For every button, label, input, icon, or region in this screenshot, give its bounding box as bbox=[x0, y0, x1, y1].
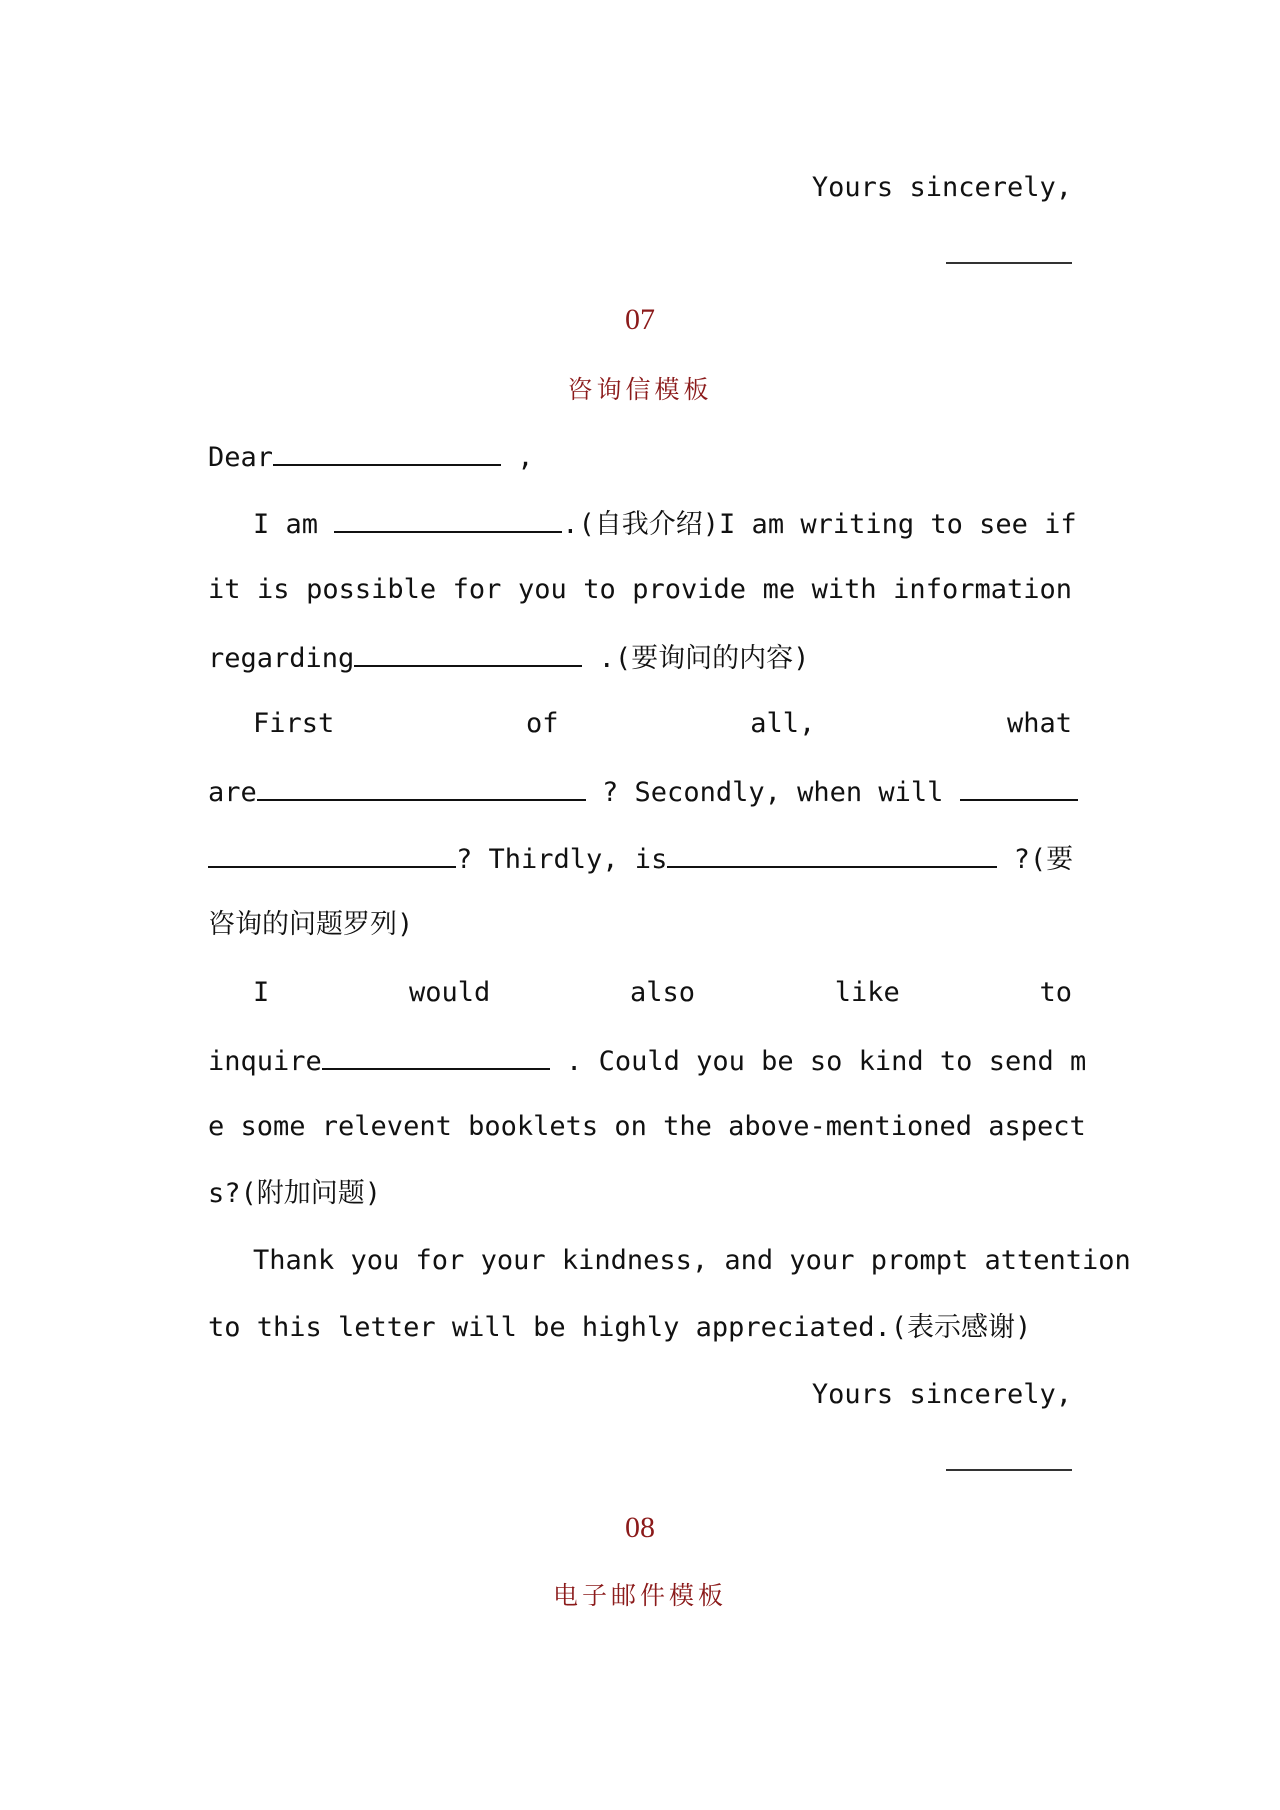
paragraph-1-line-1 bbox=[208, 503, 1077, 545]
paragraph-4-line-1: Thank you for your kindness, and your prompt attention bbox=[253, 1245, 1131, 1276]
paragraph-3-line-2 bbox=[208, 1040, 1087, 1082]
salutation-line bbox=[208, 436, 1072, 478]
p1-text-end: .(自我介绍)I am writing to see if bbox=[562, 509, 1077, 540]
p3-word: I bbox=[253, 977, 270, 1008]
p3-line2-end: . Could you be so kind to send m bbox=[549, 1046, 1087, 1077]
p3-word: like bbox=[834, 977, 900, 1008]
paragraph-3-line-3: e some relevent booklets on the above-mentioned aspect bbox=[208, 1111, 1086, 1142]
paragraph-3-line-1 bbox=[208, 973, 1072, 1013]
salutation-comma: , bbox=[501, 442, 534, 473]
inquire-blank bbox=[322, 1040, 550, 1070]
p2-line2-start: are bbox=[208, 777, 257, 808]
paragraph-1-line-2: it is possible for you to provide me with information bbox=[208, 574, 1072, 605]
p2-line3-mid: ? Thirdly, is bbox=[456, 844, 668, 875]
section-title-inquiry-letter: 咨询信模板 bbox=[567, 375, 713, 404]
p3-word: would bbox=[408, 977, 491, 1008]
p1-line3-start: regarding bbox=[208, 643, 355, 674]
section-number-08: 08 bbox=[625, 1511, 655, 1544]
third-question-blank bbox=[667, 838, 997, 868]
paragraph-4-line-2: to this letter will be highly appreciated.(表示感谢) bbox=[208, 1312, 1032, 1343]
signature-line bbox=[946, 1443, 1072, 1471]
paragraph-2-line-2 bbox=[208, 771, 1072, 813]
p2-word: what bbox=[1006, 708, 1072, 739]
first-question-blank bbox=[257, 771, 586, 801]
regarding-blank bbox=[354, 637, 582, 667]
p1-line3-end: .(要询问的内容) bbox=[582, 643, 810, 674]
p3-word: to bbox=[1039, 977, 1072, 1008]
signature-blank bbox=[208, 1443, 1072, 1483]
second-question-blank-start bbox=[960, 771, 1078, 801]
paragraph-2-line-4: 咨询的问题罗列) bbox=[208, 909, 414, 940]
p3-word: also bbox=[629, 977, 696, 1008]
p2-line3-end: ?(要 bbox=[997, 844, 1074, 875]
second-question-blank-end bbox=[208, 838, 456, 868]
p2-word: First bbox=[253, 708, 335, 739]
p1-text-start: I am bbox=[253, 509, 335, 540]
paragraph-2-line-1 bbox=[208, 704, 1072, 744]
paragraph-2-line-3 bbox=[208, 838, 1072, 880]
section-title-email-template: 电子邮件模板 bbox=[552, 1581, 727, 1610]
p2-line2-mid: ? Secondly, when will bbox=[585, 777, 960, 808]
closing-yours-sincerely: Yours sincerely, bbox=[811, 1379, 1072, 1410]
signature-blank-top bbox=[208, 236, 1072, 276]
paragraph-1-line-3 bbox=[208, 637, 1072, 679]
section-number-07: 07 bbox=[625, 303, 655, 336]
recipient-blank bbox=[273, 436, 501, 466]
signature-line bbox=[946, 236, 1072, 264]
paragraph-3-line-4: s?(附加问题) bbox=[208, 1178, 382, 1209]
p2-word: all, bbox=[750, 708, 816, 739]
closing-yours-sincerely-top: Yours sincerely, bbox=[811, 172, 1072, 203]
self-intro-blank bbox=[334, 503, 562, 533]
p3-line2-start: inquire bbox=[208, 1046, 322, 1077]
salutation-text: Dear bbox=[208, 442, 274, 473]
p2-word: of bbox=[525, 708, 559, 739]
